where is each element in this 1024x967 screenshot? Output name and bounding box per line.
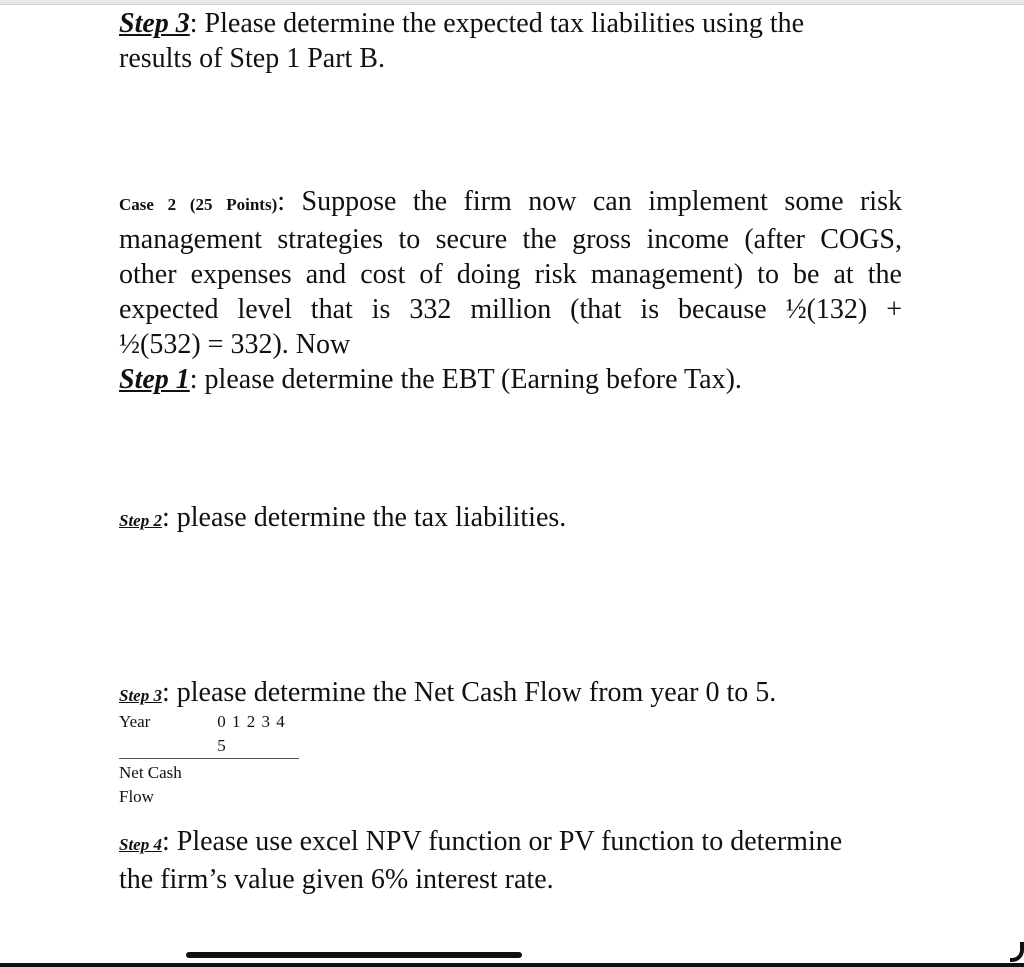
step3-label: Step 3 [119, 8, 190, 39]
year-header-row [119, 710, 299, 759]
net-cash-flow-table [119, 710, 299, 809]
step1-label: Step 1 [119, 364, 190, 395]
step2-paragraph [119, 500, 566, 538]
ncf-label-line1: Net Cash [119, 763, 182, 782]
net-cash-flow-row-label [119, 761, 209, 809]
case2-paragraph [119, 184, 902, 397]
step2-text: : please determine the tax liabilities. [161, 502, 567, 533]
case2-line5: ½(532) = 332). Now [119, 329, 351, 360]
case2-line3: other expenses and cost of doing risk management) to be at the [119, 259, 902, 290]
step4-line2: the firm’s value given 6% interest rate. [119, 864, 554, 895]
step4-line1: : Please use excel NPV function or PV function to determine [161, 826, 843, 857]
page-bottom-rule [0, 963, 1024, 967]
case2-line1: : Suppose the firm now can implement some risk [277, 186, 902, 217]
step3-text-line2: results of Step 1 Part B. [119, 43, 385, 74]
year-values: 0 1 2 3 4 5 [217, 712, 286, 755]
home-indicator-bar[interactable] [186, 952, 522, 958]
step3-ncf-label: Step 3 [119, 686, 162, 705]
corner-curl-icon [1010, 942, 1024, 962]
step4-paragraph [119, 824, 842, 897]
ncf-label-line2: Flow [119, 787, 154, 806]
step3-net-cash-flow-paragraph [119, 675, 776, 713]
step2-label: Step 2 [119, 511, 162, 530]
case2-label: Case 2 (25 Points) [119, 195, 278, 214]
step4-label: Step 4 [119, 835, 162, 854]
year-header: Year [119, 712, 151, 731]
step3-ncf-text: : please determine the Net Cash Flow from year 0 to 5. [161, 677, 777, 708]
case2-line2: management strategies to secure the gross income (after COGS, [119, 224, 902, 255]
step1-text: : please determine the EBT (Earning before Tax). [189, 364, 742, 395]
page-top-rule [0, 0, 1024, 5]
step3-text-line1: : Please determine the expected tax liabilities using the [189, 8, 805, 39]
case2-line4: expected level that is 332 million (that is because ½(132) + [119, 294, 902, 325]
step3-expected-tax-paragraph [119, 6, 804, 76]
